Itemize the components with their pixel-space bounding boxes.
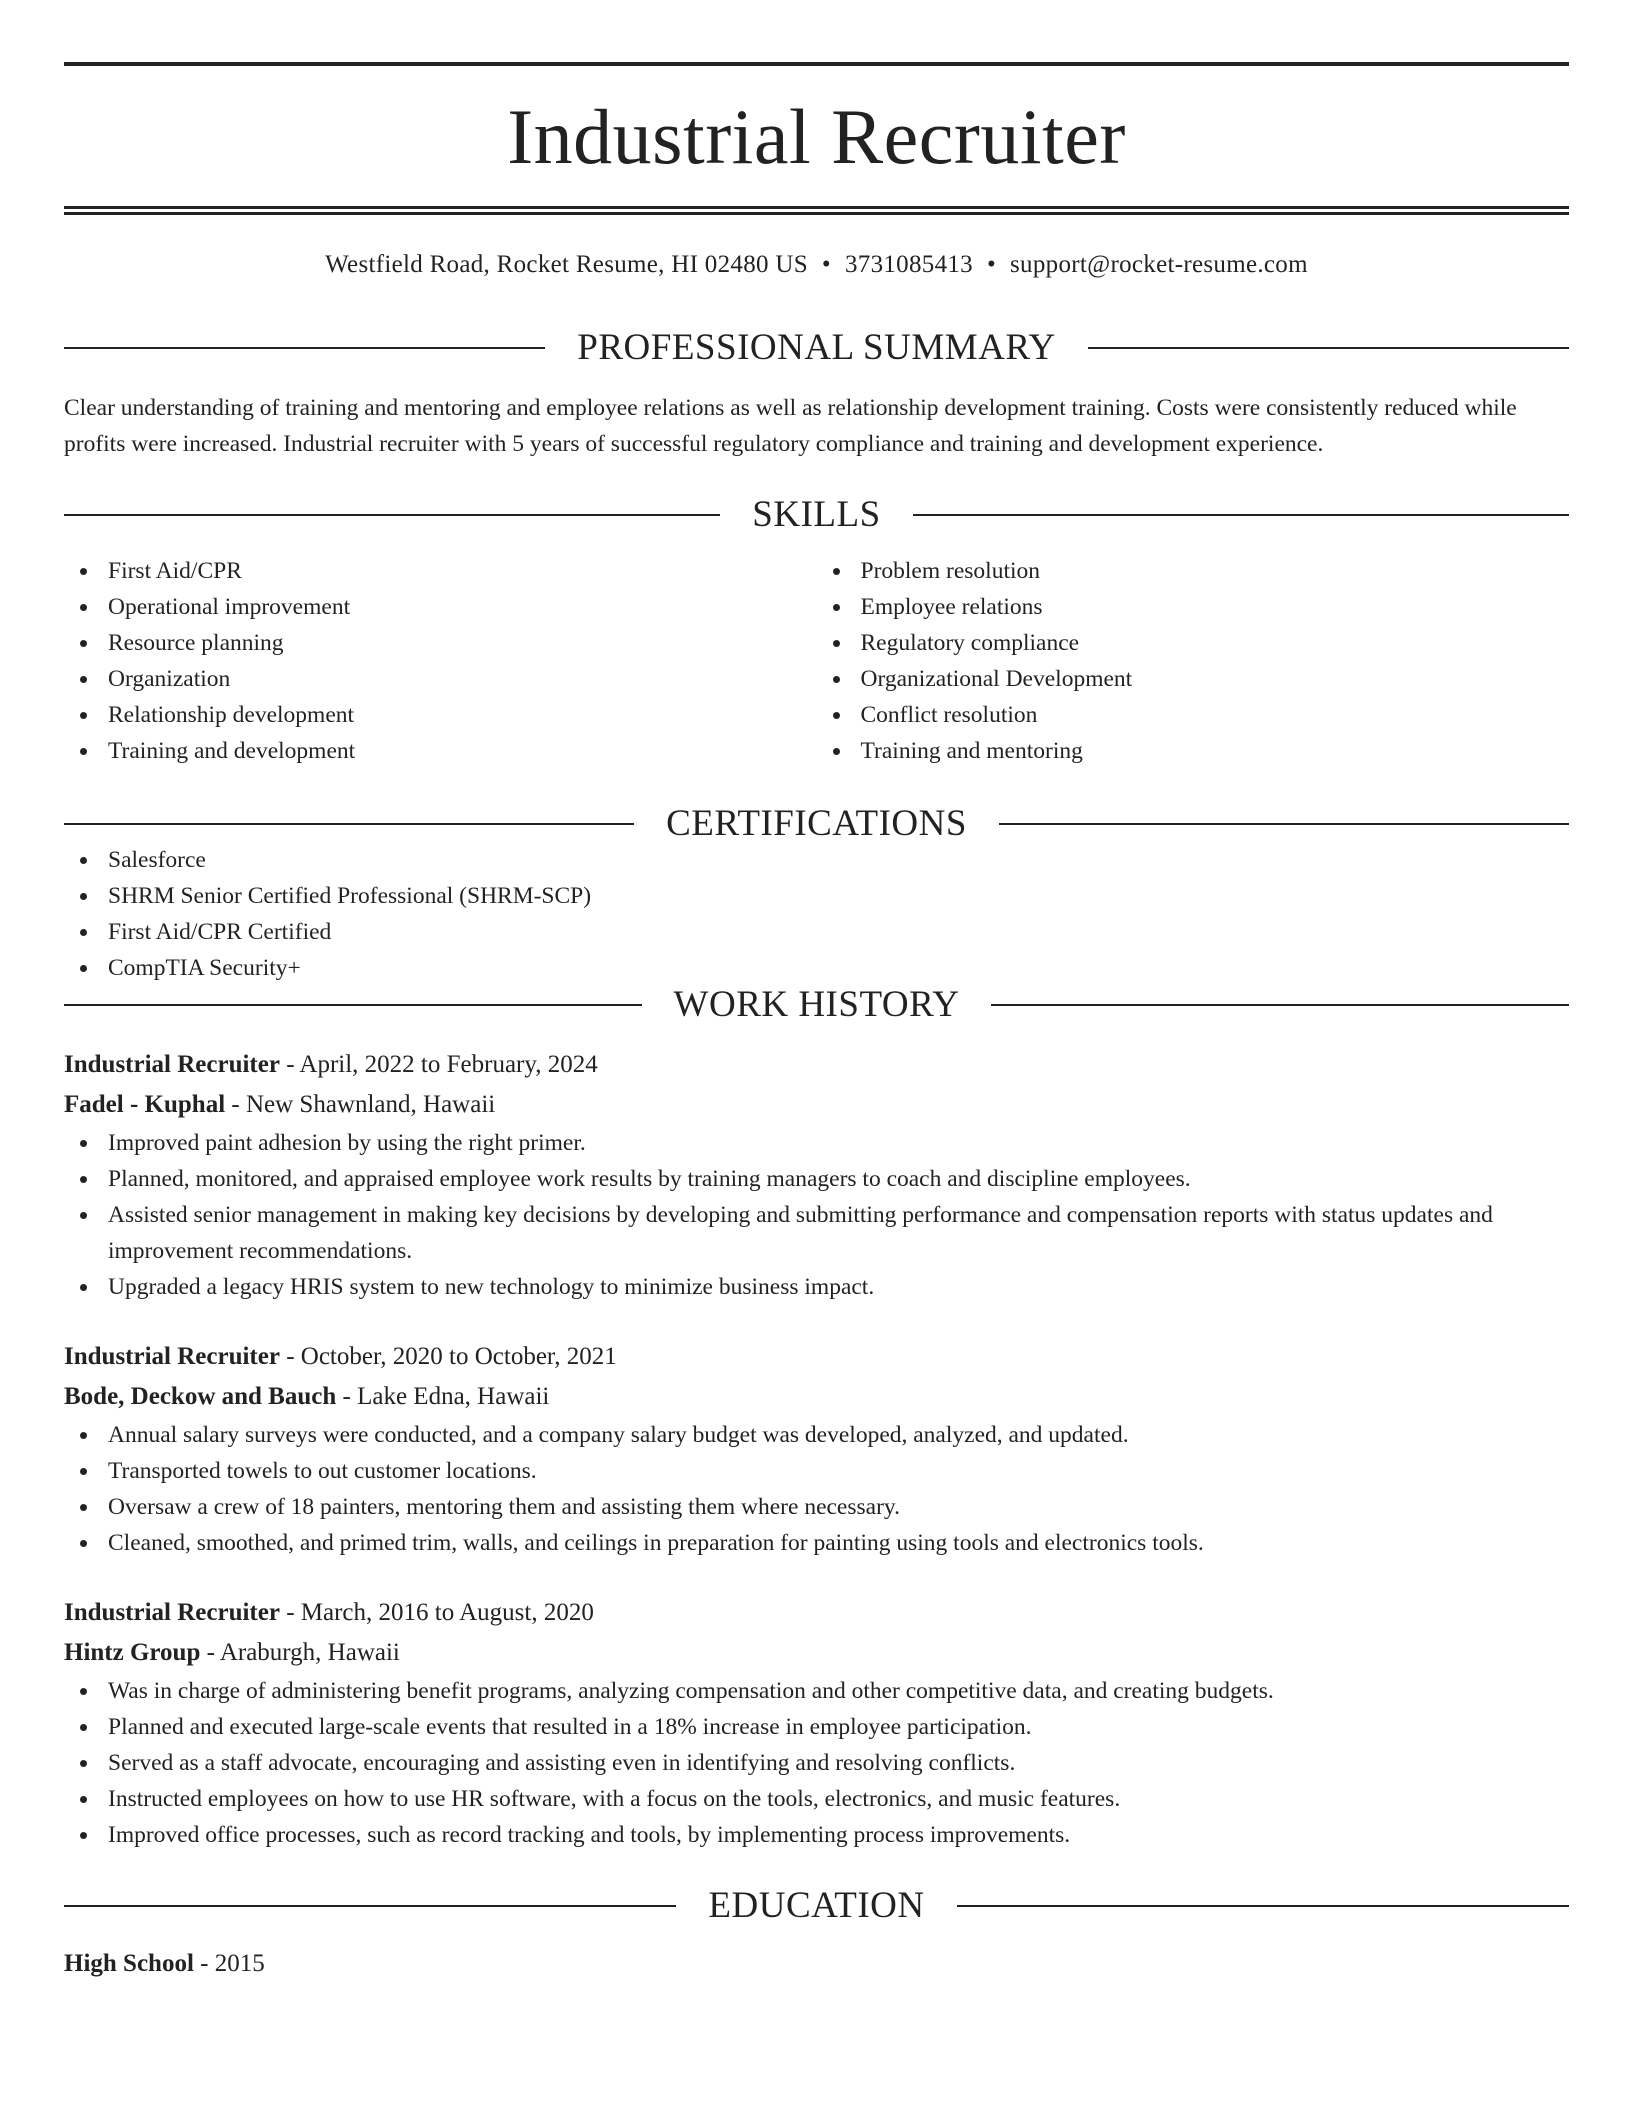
job-bullets <box>64 1673 1569 1853</box>
education-year: - 2015 <box>193 1950 265 1977</box>
section-header-education <box>64 1887 1569 1924</box>
skill-item: Problem resolution <box>817 553 1570 589</box>
job-company: Bode, Deckow and Bauch <box>64 1383 337 1410</box>
job-location: - Lake Edna, Hawaii <box>336 1383 550 1410</box>
skills-list-left <box>64 553 817 769</box>
summary-text: Clear understanding of training and mentoring and employee relations as well as relationship development training. Costs were consistently reduced while profits were increased. Industrial recruiter with 5 years of successful regulatory compliance and training and development experience. <box>64 395 1517 457</box>
job-bullet: Was in charge of administering benefit programs, analyzing compensation and other competitive data, and creating budgets. <box>64 1673 1569 1709</box>
job-bullets <box>64 1125 1569 1305</box>
job-title-line <box>64 1337 1569 1377</box>
skill-item: Training and development <box>64 733 817 769</box>
job-bullet: Oversaw a crew of 18 painters, mentoring them and assisting them where necessary. <box>64 1489 1569 1525</box>
section-rule-left <box>64 514 720 516</box>
skill-item: First Aid/CPR <box>64 553 817 589</box>
section-title-work-history: WORK HISTORY <box>673 984 960 1025</box>
certifications-list <box>64 842 1569 986</box>
job-dates: - March, 2016 to August, 2020 <box>279 1599 594 1626</box>
section-rule-right <box>957 1905 1569 1907</box>
section-header-certifications <box>64 805 1569 842</box>
certification-item: First Aid/CPR Certified <box>64 914 1569 950</box>
header-double-rule <box>64 206 1569 215</box>
job-dates: - October, 2020 to October, 2021 <box>279 1343 617 1370</box>
section-header-skills <box>64 496 1569 533</box>
job-bullet: Assisted senior management in making key decisions by developing and submitting performance and compensation reports with status updates and improvement recommendations. <box>64 1197 1569 1269</box>
resume-content <box>64 62 1569 1984</box>
candidate-name: Industrial Recruiter <box>507 93 1126 180</box>
section-rule-right <box>913 514 1569 516</box>
header-top-rule <box>64 62 1569 66</box>
job-role: Industrial Recruiter <box>64 1343 280 1370</box>
job-bullet: Annual salary surveys were conducted, and a company salary budget was developed, analyzed, and updated. <box>64 1417 1569 1453</box>
job-location: - New Shawnland, Hawaii <box>225 1091 496 1118</box>
job-title-line <box>64 1045 1569 1085</box>
section-rule-left <box>64 1905 676 1907</box>
section-title-skills: SKILLS <box>752 494 881 535</box>
education-degree: High School <box>64 1950 194 1977</box>
job-bullet: Cleaned, smoothed, and primed trim, walls, and ceilings in preparation for painting using tools and electronics tools. <box>64 1525 1569 1561</box>
section-rule-right <box>999 823 1569 825</box>
job-location: - Araburgh, Hawaii <box>200 1639 400 1666</box>
job-bullet: Improved office processes, such as record tracking and tools, by implementing process improvements. <box>64 1817 1569 1853</box>
job-bullet: Improved paint adhesion by using the right primer. <box>64 1125 1569 1161</box>
job-company-line <box>64 1377 1569 1417</box>
skill-item: Regulatory compliance <box>817 625 1570 661</box>
skill-item: Operational improvement <box>64 589 817 625</box>
job-company: Fadel - Kuphal <box>64 1091 226 1118</box>
job-company-line <box>64 1085 1569 1125</box>
job-bullets <box>64 1417 1569 1561</box>
contact-line <box>64 251 1569 279</box>
job-title-line <box>64 1593 1569 1633</box>
job-bullet: Instructed employees on how to use HR software, with a focus on the tools, electronics, and music features. <box>64 1781 1569 1817</box>
skills-grid <box>64 553 1569 769</box>
job-entry <box>64 1045 1569 1305</box>
section-title-education: EDUCATION <box>708 1885 925 1926</box>
job-role: Industrial Recruiter <box>64 1051 280 1078</box>
job-company: Hintz Group <box>64 1639 201 1666</box>
section-rule-right <box>991 1004 1569 1006</box>
job-bullet: Planned, monitored, and appraised employee work results by training managers to coach and discipline employees. <box>64 1161 1569 1197</box>
education-entry <box>64 1944 1569 1984</box>
job-bullet: Upgraded a legacy HRIS system to new technology to minimize business impact. <box>64 1269 1569 1305</box>
skill-item: Relationship development <box>64 697 817 733</box>
section-header-work-history <box>64 986 1569 1023</box>
section-rule-left <box>64 1004 642 1006</box>
section-rule-left <box>64 347 545 349</box>
certification-item: SHRM Senior Certified Professional (SHRM-SCP) <box>64 878 1569 914</box>
contact-phone: 3731085413 <box>844 251 973 278</box>
section-rule-left <box>64 823 634 825</box>
skill-item: Conflict resolution <box>817 697 1570 733</box>
contact-email: support@rocket-resume.com <box>1010 251 1308 278</box>
section-title-certifications: CERTIFICATIONS <box>666 803 967 844</box>
section-rule-right <box>1088 347 1569 349</box>
skill-item: Resource planning <box>64 625 817 661</box>
contact-separator: • <box>821 251 831 278</box>
job-entry <box>64 1593 1569 1853</box>
skill-item: Organizational Development <box>817 661 1570 697</box>
job-bullet: Transported towels to out customer locations. <box>64 1453 1569 1489</box>
job-role: Industrial Recruiter <box>64 1599 280 1626</box>
section-header-summary <box>64 329 1569 366</box>
certification-item: Salesforce <box>64 842 1569 878</box>
skill-item: Employee relations <box>817 589 1570 625</box>
contact-separator: • <box>986 251 997 278</box>
skills-list-right <box>817 553 1570 769</box>
contact-address: Westfield Road, Rocket Resume, HI 02480 US <box>325 251 808 278</box>
job-entry <box>64 1337 1569 1561</box>
certification-item: CompTIA Security+ <box>64 950 1569 986</box>
section-title-summary: PROFESSIONAL SUMMARY <box>577 327 1056 368</box>
job-bullet: Planned and executed large-scale events that resulted in a 18% increase in employee participation. <box>64 1709 1569 1745</box>
skill-item: Organization <box>64 661 817 697</box>
skill-item: Training and mentoring <box>817 733 1570 769</box>
job-dates: - April, 2022 to February, 2024 <box>279 1051 598 1078</box>
job-bullet: Served as a staff advocate, encouraging and assisting even in identifying and resolving conflicts. <box>64 1745 1569 1781</box>
job-company-line <box>64 1633 1569 1673</box>
